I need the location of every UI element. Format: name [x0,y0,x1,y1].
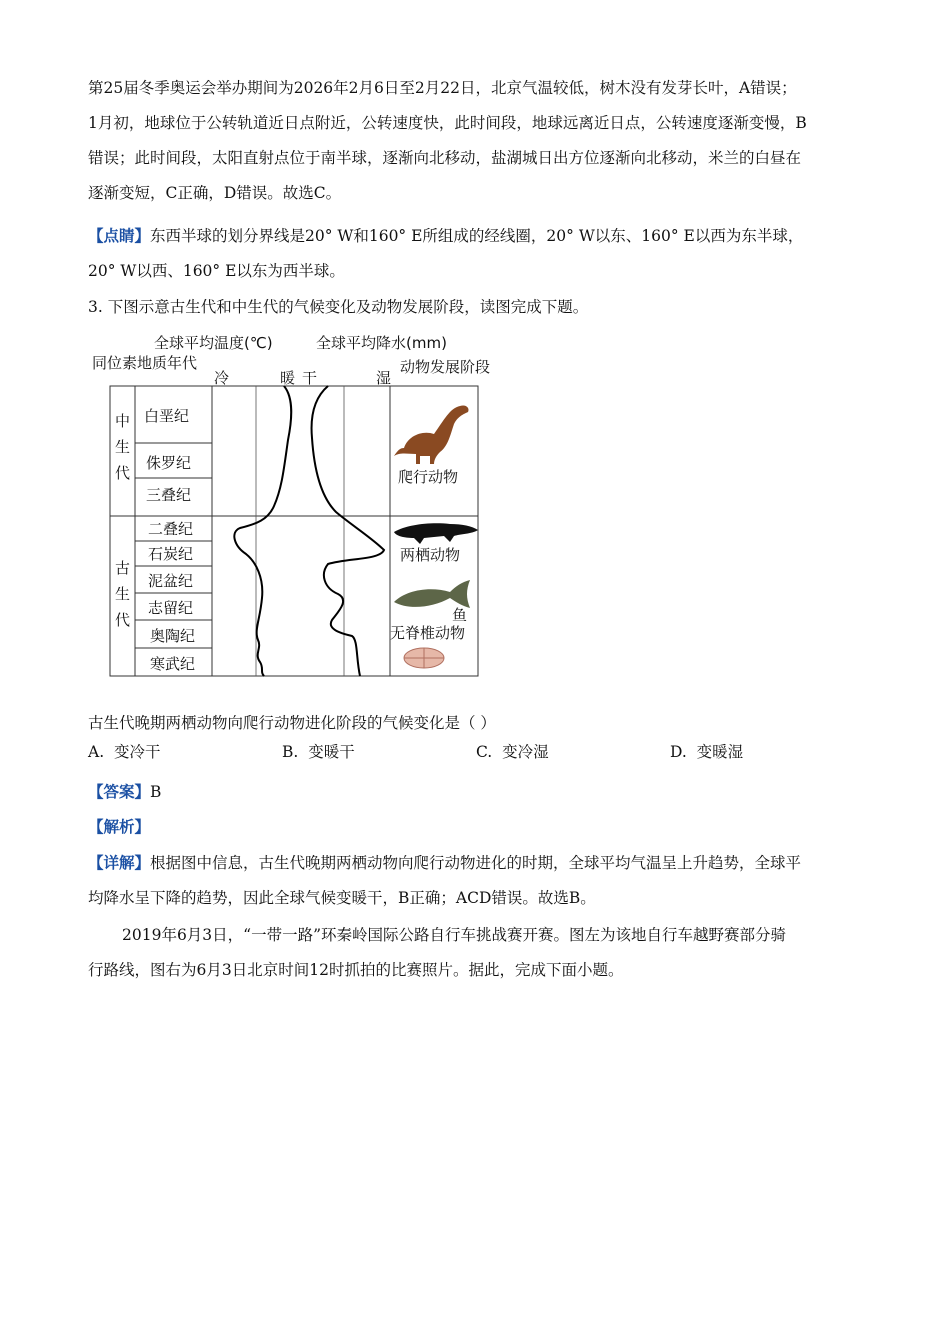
detail-label: 【详解】 [88,853,151,872]
era-char: 中 [115,412,131,430]
figure-svg [88,328,508,680]
animal-label-amphibian: 两栖动物 [400,546,461,564]
period-label: 白垩纪 [144,407,190,425]
period-label: 二叠纪 [148,520,194,538]
dry-label: 干 [302,369,318,387]
question-stem-text: 3. 下图示意古生代和中生代的气候变化及动物发展阶段，读图完成下题。 [88,298,589,316]
era-char: 生 [115,585,131,603]
dinosaur-icon [394,405,469,464]
period-label: 三叠纪 [146,486,192,504]
question-prompt [88,706,868,741]
option-c[interactable]: C. 变冷湿 [476,743,549,761]
detail-paragraph [88,845,868,916]
option-b[interactable]: B. 变暖干 [282,743,355,761]
option-a[interactable]: A. 变冷干 [88,743,161,761]
next-intro-line-2: 行路线，图右为6月3日北京时间12时抓拍的比赛照片。据此，完成下面小题。 [88,961,624,979]
next-intro-line: 2019年6月3日，“一带一路”环秦岭国际公路自行车挑战赛开赛。图左为该地自行车越野赛部分骑 [122,926,787,944]
cold-label: 冷 [214,369,230,387]
detail-text: 根据图中信息，古生代晚期两栖动物向爬行动物进化的时期，全球平均气温呈上升趋势，全球平 [150,854,802,872]
temp-header: 全球平均温度(℃) [154,334,273,352]
animal-label-invertebrate: 无脊椎动物 [390,624,466,642]
answer-value: B [150,783,162,801]
intro-line: 逐渐变短，C正确，D错误。故选C。 [88,184,342,202]
amphibian-icon [394,523,478,544]
period-label: 石炭纪 [148,545,194,563]
temperature-curve [234,386,291,676]
period-label: 志留纪 [148,599,194,617]
analysis-label: 【解析】 [88,817,151,836]
intro-paragraph [88,71,868,211]
tip-text: 东西半球的划分界线是20° W和160° E所组成的经线圈，20° W以东、160° E以西为东半球， [150,227,804,245]
era-paleozoic [115,559,130,629]
precip-header: 全球平均降水(mm) [316,334,447,352]
next-intro-paragraph [88,918,868,988]
tip-text-2: 20° W以西、160° E以东为西半球。 [88,262,345,280]
era-char: 生 [115,438,131,456]
animal-header: 动物发展阶段 [400,358,491,376]
wet-label: 湿 [376,369,392,387]
animal-label-reptile: 爬行动物 [398,468,459,486]
tip-paragraph [88,218,868,289]
era-char: 代 [115,464,131,482]
answer-label: 【答案】 [88,782,151,801]
intro-line: 第25届冬季奥运会举办期间为2026年2月6日至2月22日，北京气温较低，树木没有发芽长叶，A错误； [88,79,797,97]
intro-line: 1月初，地球位于公转轨道近日点附近，公转速度快，此时间段，地球远离近日点，公转速度逐渐变慢，B [88,114,807,132]
precipitation-curve [312,386,384,676]
question-stem [88,290,868,325]
fish-icon [394,580,470,608]
era-char: 古 [115,559,131,577]
era-header: 同位素地质年代 [92,354,198,372]
period-label: 奥陶纪 [150,627,196,645]
animal-label-fish: 鱼 [452,606,468,624]
tip-label: 【点睛】 [88,226,151,245]
question-prompt-text: 古生代晚期两栖动物向爬行动物进化阶段的气候变化是（ ） [88,714,496,732]
detail-text-2: 均降水呈下降的趋势，因此全球气候变暖干，B正确；ACD错误。故选B。 [88,889,596,907]
period-label: 寒武纪 [150,655,196,673]
climate-animal-figure [88,328,508,680]
period-label: 泥盆纪 [148,572,194,590]
option-d[interactable]: D. 变暖湿 [670,743,744,761]
intro-line: 错误；此时间段，太阳直射点位于南半球，逐渐向北移动，盐湖城日出方位逐渐向北移动，米兰的白昼在 [88,149,802,167]
analysis-row [88,809,868,844]
period-label: 侏罗纪 [146,454,192,472]
warm-label: 暖 [280,369,296,387]
era-mesozoic [115,412,130,482]
trilobite-icon [404,648,444,668]
era-char: 代 [115,611,131,629]
answer-row [88,774,868,810]
